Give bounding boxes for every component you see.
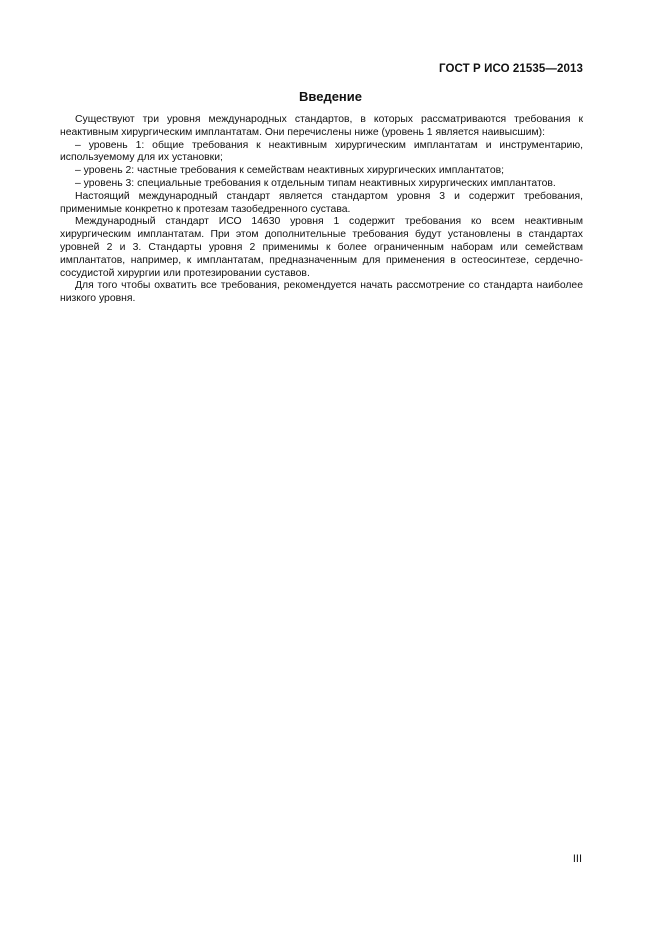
section-title: Введение xyxy=(299,89,362,104)
paragraph-this-standard: Настоящий международный стандарт является стандартом уровня 3 и содержит требования, применимые конкретно к протезам тазобедренного сустава. xyxy=(60,190,583,215)
paragraph-iso-14630: Международный стандарт ИСО 14630 уровня 1 содержит требования ко всем неактивным хирургическим имплантатам. При этом дополнительные требования будут установлены в стандартах уровней 2 и 3. Стандарты уровня 2 применимы к более ограниченным наборам или семействам имплантатов, например, к имплантатам, предназначенным для применения в остеосинтезе, сердечно-сосудистой хирургии или протезировании суставов. xyxy=(60,216,583,279)
page-number: III xyxy=(572,853,582,865)
paragraph-level-1: – уровень 1: общие требования к неактивным хирургическим имплантатам и инструментарию, используемому для их установки; xyxy=(60,139,583,164)
document-code: ГОСТ Р ИСО 21535—2013 xyxy=(438,63,583,75)
paragraph-level-2: – уровень 2: частные требования к семействам неактивных хирургических имплантатов; xyxy=(75,165,504,177)
paragraph-recommendation: Для того чтобы охватить все требования, рекомендуется начать рассмотрение со стандарта наиболее низкого уровня. xyxy=(60,280,583,305)
introduction-body xyxy=(60,114,583,306)
paragraph-level-3: – уровень 3: специальные требования к отдельным типам неактивных хирургических имплантатов. xyxy=(75,177,556,189)
paragraph-levels-intro: Существуют три уровня международных стандартов, в которых рассматриваются требования к неактивным хирургическим имплантатам. Они перечислены ниже (уровень 1 является наивысшим): xyxy=(60,114,583,138)
